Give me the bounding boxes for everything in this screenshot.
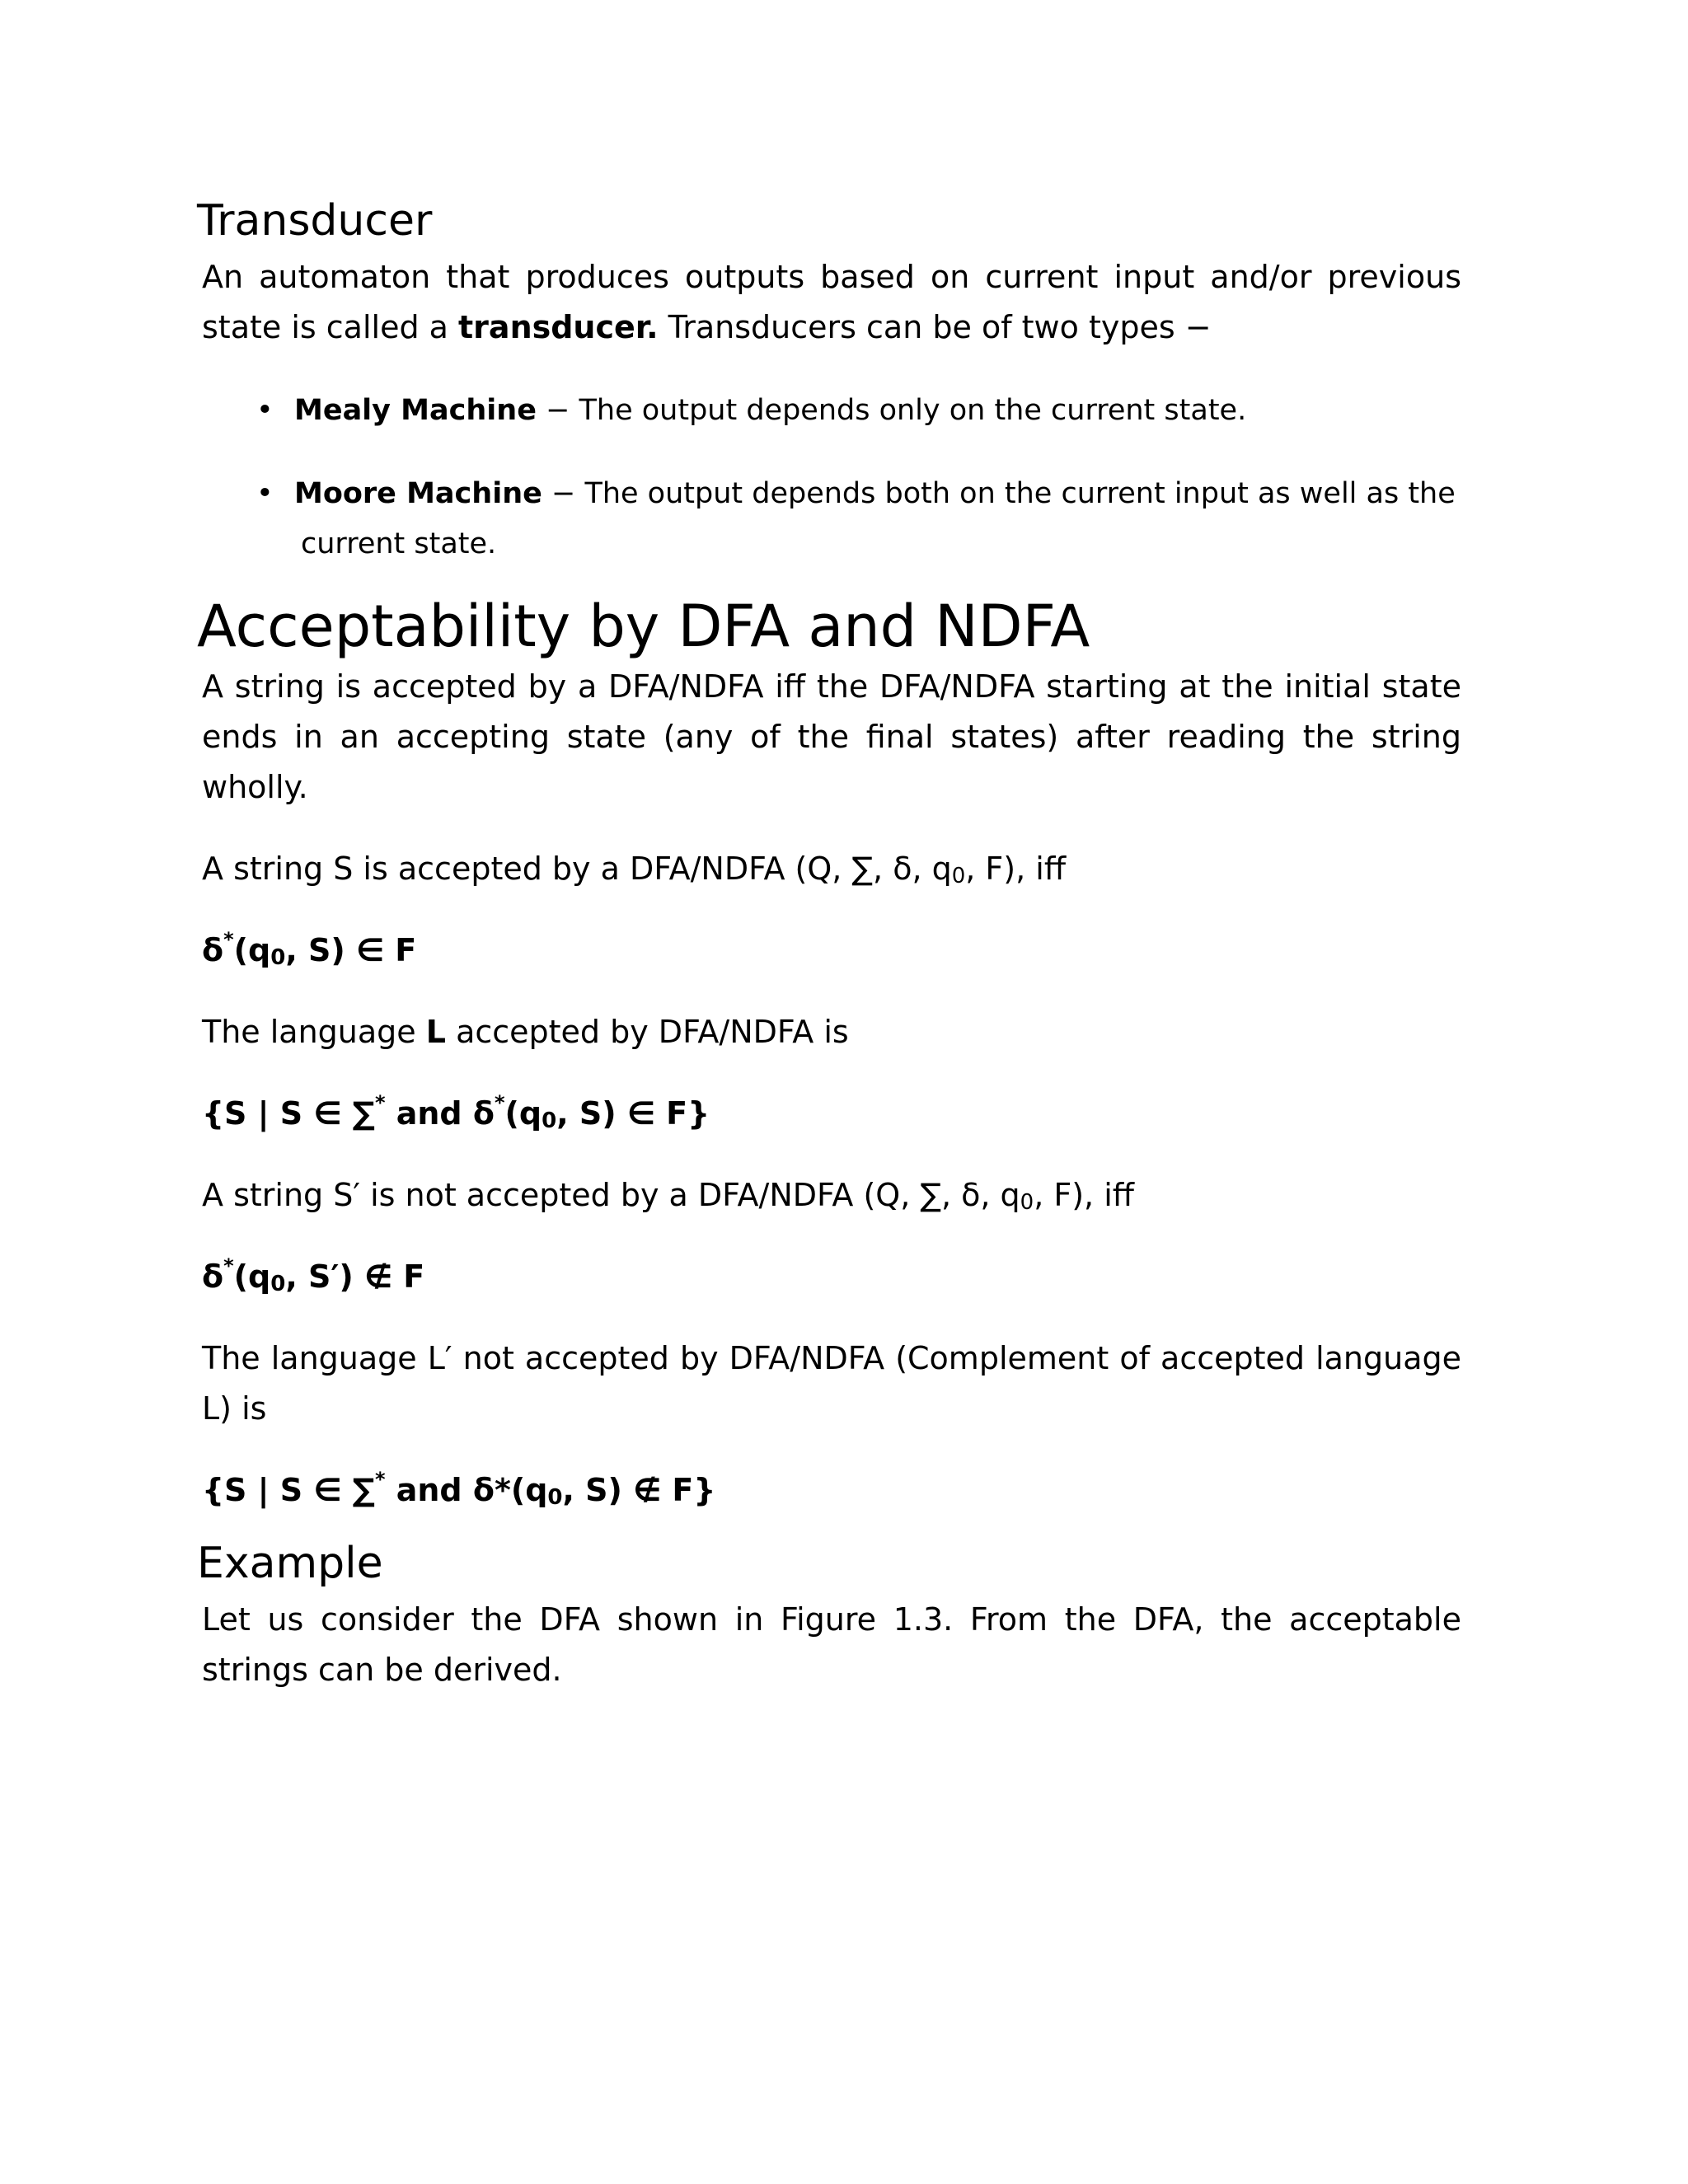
- formula-accept: $\delta^*(q_0$, S) ∈ F: [202, 928, 417, 970]
- language-statement: The language L accepted by DFA/NDFA is: [202, 1014, 849, 1050]
- transducer-heading: Transducer: [197, 196, 433, 246]
- moore-desc: The output depends both on the current input as well as the: [584, 477, 1456, 510]
- transducer-types-list: [202, 386, 1461, 569]
- accept-condition: A string S is accepted by a DFA/NDFA (Q, ∑, δ, $q_0$, F), iff: [202, 851, 1067, 888]
- complement-statement: The language L′ not accepted by DFA/NDFA (Complement of accepted language L) is: [202, 1340, 1461, 1427]
- formula-language: {S | S ∈ ∑* and $\delta^*(q_0$, S) ∈ F}: [202, 1091, 710, 1133]
- mealy-term: Mealy Machine: [294, 394, 537, 427]
- transducer-term: transducer.: [458, 309, 659, 345]
- bullet-icon: •: [256, 477, 274, 510]
- transducer-intro: An automaton that produces outputs based on current input and/or previous state is called a transducer. Transducers can be of two types −: [202, 259, 1461, 345]
- moore-desc-cont: current state.: [301, 527, 497, 560]
- list-item-mealy: • Mealy Machine − The output depends only on the current state.: [202, 386, 1461, 436]
- page-content: [197, 194, 1461, 1695]
- reject-condition: A string S′ is not accepted by a DFA/NDFA (Q, ∑, δ, $q_0$, F), iff: [202, 1177, 1134, 1215]
- acceptability-definition: A string is accepted by a DFA/NDFA iff the DFA/NDFA starting at the initial state ends in an accepting state (any of the final states) after reading the string wholly.: [202, 668, 1461, 805]
- example-heading: Example: [197, 1539, 383, 1588]
- formula-reject: $\delta^*(q_0$, S′) ∉ F: [202, 1254, 425, 1296]
- moore-term: Moore Machine: [294, 477, 542, 510]
- mealy-desc: The output depends only on the current state.: [579, 394, 1247, 427]
- list-item-moore: • Moore Machine − The output depends both on the current input as well as the current state.: [202, 469, 1461, 569]
- bullet-icon: •: [256, 394, 274, 427]
- formula-complement: {S | S ∈ ∑* and $\delta*(q_0$, S) ∉ F}: [202, 1468, 716, 1510]
- example-text: Let us consider the DFA shown in Figure 1.3. From the DFA, the acceptable strings can be derived.: [202, 1601, 1461, 1688]
- acceptability-heading: Acceptability by DFA and NDFA: [197, 593, 1090, 660]
